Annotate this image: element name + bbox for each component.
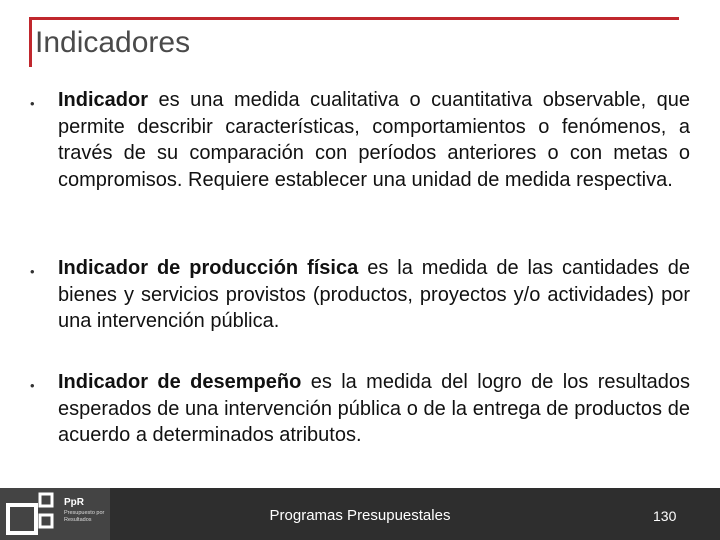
bullet-item-3-text: es la medida del logro de los resultados esperados de una intervención pública o de la entrega de productos de acuerdo a determinados atributos. [58, 371, 690, 446]
footer-bar [0, 488, 720, 540]
bullet-item-1-term: Indicador [58, 89, 149, 111]
bullet-item-3-term: Indicador de desempeño [58, 371, 302, 393]
slide-title: Indicadores [35, 26, 191, 59]
bullet-item-1 [58, 87, 690, 193]
ppr-logo-subtitle: Presupuesto por Resultados [64, 510, 105, 523]
ppr-logo-title: PpR [64, 497, 84, 508]
bullet-item-3 [58, 369, 690, 449]
bullet-marker-3: • [30, 378, 35, 393]
bullet-item-2-text: es la medida de las cantidades de bienes y servicios provistos (productos, proyectos y/o actividades) por una intervención pública. [58, 257, 690, 332]
title-frame-left-line [29, 17, 32, 67]
bullet-item-2-term: Indicador de producción física [58, 257, 359, 279]
title-frame-top-line [29, 17, 679, 20]
bullet-marker-1: • [30, 96, 35, 111]
bullet-item-2 [58, 255, 690, 335]
footer-title: Programas Presupuestales [269, 507, 451, 524]
bullet-marker-2: • [30, 264, 35, 279]
bullet-item-1-text: es una medida cualitativa o cuantitativa observable, que permite describir características, comportamientos o fenómenos, a través de su comparación con períodos anteriores o con metas o compromisos. Requiere establecer una unidad de medida respectiva. [58, 89, 690, 191]
page-number: 130 [653, 508, 677, 524]
